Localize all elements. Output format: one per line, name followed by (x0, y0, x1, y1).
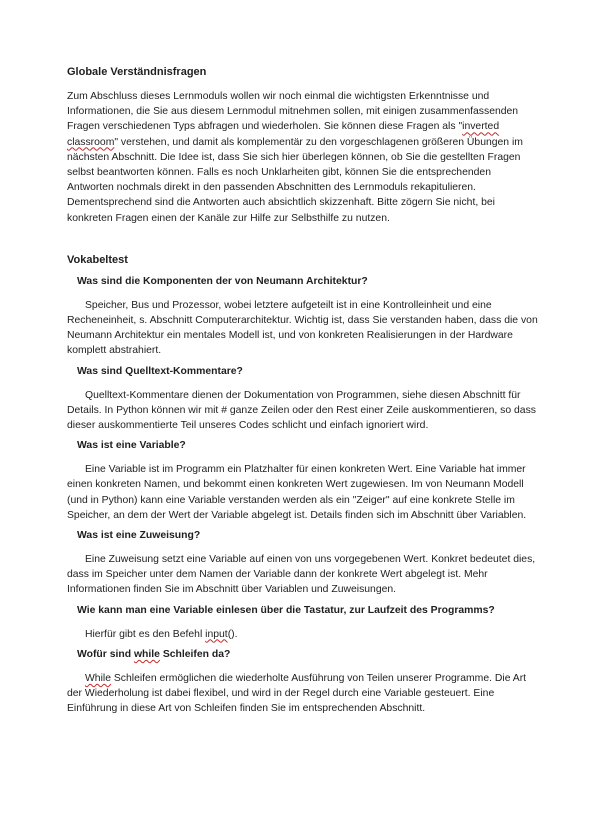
qa-item (67, 647, 540, 717)
qa-item (67, 438, 540, 523)
answer-paragraph: Speicher, Bus und Prozessor, wobei letztere aufgeteilt ist in eine Kontrolleinheit und eine Recheneinheit, s. Abschnitt Computerarchitektur. Wichtig ist, dass Sie verstanden haben, dass die von Neumann Architektur ein mentales Modell ist, und von konkreten Realisierungen in der Hardware komplett abstrahiert. (67, 299, 538, 357)
answer-paragraph: Eine Variable ist im Programm ein Platzhalter für einen konkreten Wert. Eine Variable hat immer einen konkreten Namen, und bekommt einen konkreten Wert zugewiesen. Im von Neumann Modell (und in Python) kann eine Variable verstanden werden als ein "Zeiger" auf eine konkrete Stelle im Speicher, an dem der Wert der Variable abgelegt ist. Details finden sich im Abschnitt über Variablen. (67, 464, 527, 521)
answer-paragraph (67, 671, 540, 717)
code-term-input: input (205, 628, 228, 640)
question-heading (67, 647, 540, 662)
question-heading: Was sind die Komponenten der von Neumann Architektur? (77, 275, 368, 287)
section-title-global: Globale Verständnisfragen (67, 66, 207, 78)
answer-paragraph: Eine Zuweisung setzt eine Variable auf einen von uns vorgegebenen Wert. Konkret bedeutet dies, dass im Speicher unter dem Namen der Variable dann der konkrete Wert abgelegt ist. Mehr Informationen finden Sie im Abschnitt über Variablen und Zuweisungen. (67, 554, 536, 596)
intro-paragraph (67, 89, 540, 226)
qa-item (67, 274, 540, 359)
answer-text: Hierfür gibt es den Befehl (85, 628, 206, 640)
answer-paragraph: Quelltext-Kommentare dienen der Dokumentation von Programmen, siehe diesen Abschnitt für Details. In Python können wir mit # ganze Zeilen oder den Rest einer Zeile auskommentieren, so dass dieser auskommentierte Teil unseres Codes schlicht und einfach ignoriert wird. (67, 389, 536, 432)
question-heading: Was ist eine Zuweisung? (77, 530, 201, 542)
intro-text-part-2: " verstehen, und damit als komplementär zu den vorgeschlagenen größeren Übungen im nächsten Abschnitt. Die Idee ist, dass Sie sich hier überlegen können, ob Sie die gestellten Fragen selbst beantworten können. Falls es noch Unklarheiten gibt, können Sie die entsprechenden Antworten nochmals direkt in den passenden Abschnitten des Lernmoduls rekapitulieren. Dementsprechend sind die Antworten auch absichtlich skizzenhaft. Bitte zögern Sie nicht, bei konkreten Fragen einen der Kanäle zur Hilfe zur Selbsthilfe zu nutzen. (67, 136, 523, 224)
intro-text-part-1: Zum Abschluss dieses Lernmoduls wollen wir noch einmal die wichtigsten Erkenntnisse und Informationen, die Sie aus diesem Lernmodul mitnehmen sollen, mit einigen zusammenfassenden Fragen verschiedenen Typs abfragen und wiederholen. Sie können diese Fragen als " (67, 91, 519, 133)
question-heading: Was ist eine Variable? (77, 440, 186, 452)
code-term-while: While (85, 672, 111, 684)
intro-term-inverted-classroom: inverted classroom (67, 121, 500, 148)
qa-item (67, 528, 540, 598)
section-title-vokabeltest: Vokabeltest (67, 253, 128, 266)
code-term-while: while (133, 648, 160, 660)
answer-paragraph (67, 627, 540, 642)
question-heading: Wie kann man eine Variable einlesen über die Tastatur, zur Laufzeit des Programms? (77, 604, 495, 616)
question-heading: Was sind Quelltext-Kommentare? (77, 365, 243, 377)
answer-text: (). (227, 628, 238, 640)
question-text: Schleifen da? (159, 648, 231, 660)
answer-text: Schleifen ermöglichen die wiederholte Ausführung von Teilen unserer Programme. Die Art der Wiederholung ist dabei flexibel, und wird in der Regel durch eine Variable gesteuert. Eine Einführung in diese Art von Schleifen finden Sie im entsprechenden Abschnitt. (67, 672, 527, 715)
qa-item (67, 364, 540, 434)
qa-item (67, 603, 540, 642)
question-text: Wofür sind (77, 648, 134, 660)
